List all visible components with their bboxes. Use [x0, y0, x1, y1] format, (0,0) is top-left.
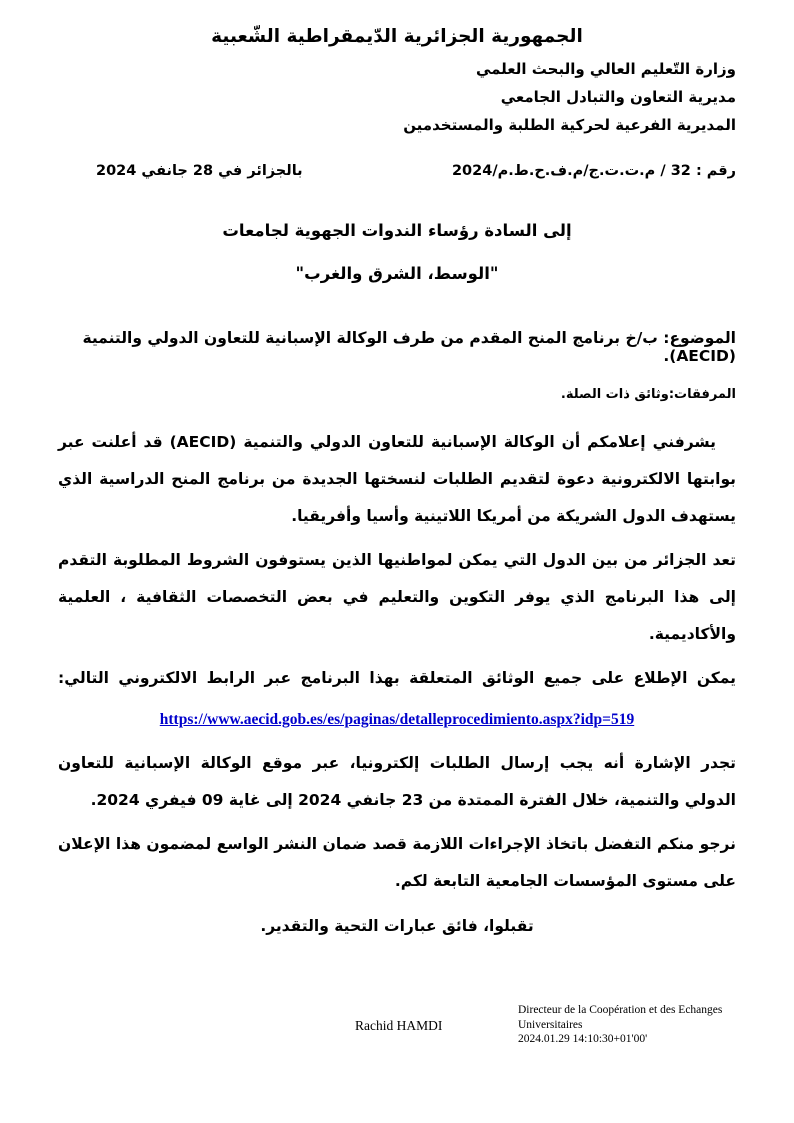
subdirectorate-line: المديرية الفرعية لحركية الطلبة والمستخدمين — [403, 116, 736, 134]
paragraph-dissemination: نرجو منكم التفضل باتخاذ الإجراءات اللازمة قصد ضمان النشر الواسع لمضمون هذا الإعلان على مستوى المؤسسات الجامعية التابعة لكم. — [58, 835, 736, 890]
place-and-date: بالجزائر في 28 جانفي 2024 — [96, 163, 303, 179]
ministry-header — [58, 55, 736, 139]
ministry-line: وزارة التّعليم العالي والبحث العلمي — [475, 60, 736, 78]
letter-body — [58, 424, 736, 945]
addressee-block — [58, 221, 736, 283]
closing-line: تقبلوا، فائق عبارات التحية والتقدير. — [260, 917, 534, 935]
signatory-name: Rachid HAMDI — [355, 1018, 443, 1033]
paragraph-link-intro: يمكن الإطلاع على جميع الوثائق المتعلقة بهذا البرنامج عبر الرابط الالكتروني التالي: — [58, 669, 736, 687]
aecid-link[interactable]: https://www.aecid.gob.es/es/paginas/detalleprocedimiento.aspx?idp=519 — [159, 711, 635, 728]
paragraph-eligibility: تعد الجزائر من بين الدول التي يمكن لمواطنيها الذين يستوفون الشروط المطلوبة التقدم إلى هذا البرنامج الذي يوفر التكوين والتعليم في بعض التخصصات الثقافية ، العلمية والأكاديمية. — [58, 551, 736, 643]
reference-row — [58, 163, 736, 179]
link-line — [58, 704, 736, 735]
paragraph-announcement: يشرفني إعلامكم أن الوكالة الإسبانية للتعاون الدولي والتنمية (AECID) قد أعلنت عبر بوابتها الالكترونية دعوة لتقديم الطلبات لنسختها الجديدة من برنامج المنح الدراسية الذي يستهدف الدول الشريكة من أمريكا اللاتينية وأسيا وأفريقيا. — [58, 433, 736, 525]
reference-number: رقم : 32 / م.ت.ت.ج/م.ف.ح.ط.م/2024 — [451, 163, 736, 179]
signatory-role-line2: Universitaires — [518, 1018, 583, 1031]
addressee-line2: "الوسط، الشرق والغرب" — [295, 264, 499, 283]
directorate-line: مديرية التعاون والتبادل الجامعي — [500, 88, 736, 106]
republic-title: الجمهورية الجزائرية الدّيمقراطية الشّعبية — [211, 26, 583, 47]
addressee-line1: إلى السادة رؤساء الندوات الجهوية لجامعات — [222, 221, 572, 240]
signature-stamp — [518, 1003, 770, 1047]
attachments-line: المرفقات:وثائق ذات الصلة. — [560, 387, 736, 402]
paragraph-deadline: تجدر الإشارة أنه يجب إرسال الطلبات إلكترونيا، عبر موقع الوكالة الإسبانية للتعاون الدولي والتنمية، خلال الفترة الممتدة من 23 جانفي 2024 إلى غاية 09 فيفري 2024. — [58, 754, 736, 809]
signatory-role-line1: Directeur de la Coopération et des Echanges — [518, 1004, 723, 1016]
subject-line: الموضوع: ب/خ برنامج المنح المقدم من طرف الوكالة الإسبانية للتعاون الدولي والتنمية (AECID). — [82, 329, 736, 365]
signature-timestamp: 2024.01.29 14:10:30+01'00' — [518, 1033, 648, 1045]
